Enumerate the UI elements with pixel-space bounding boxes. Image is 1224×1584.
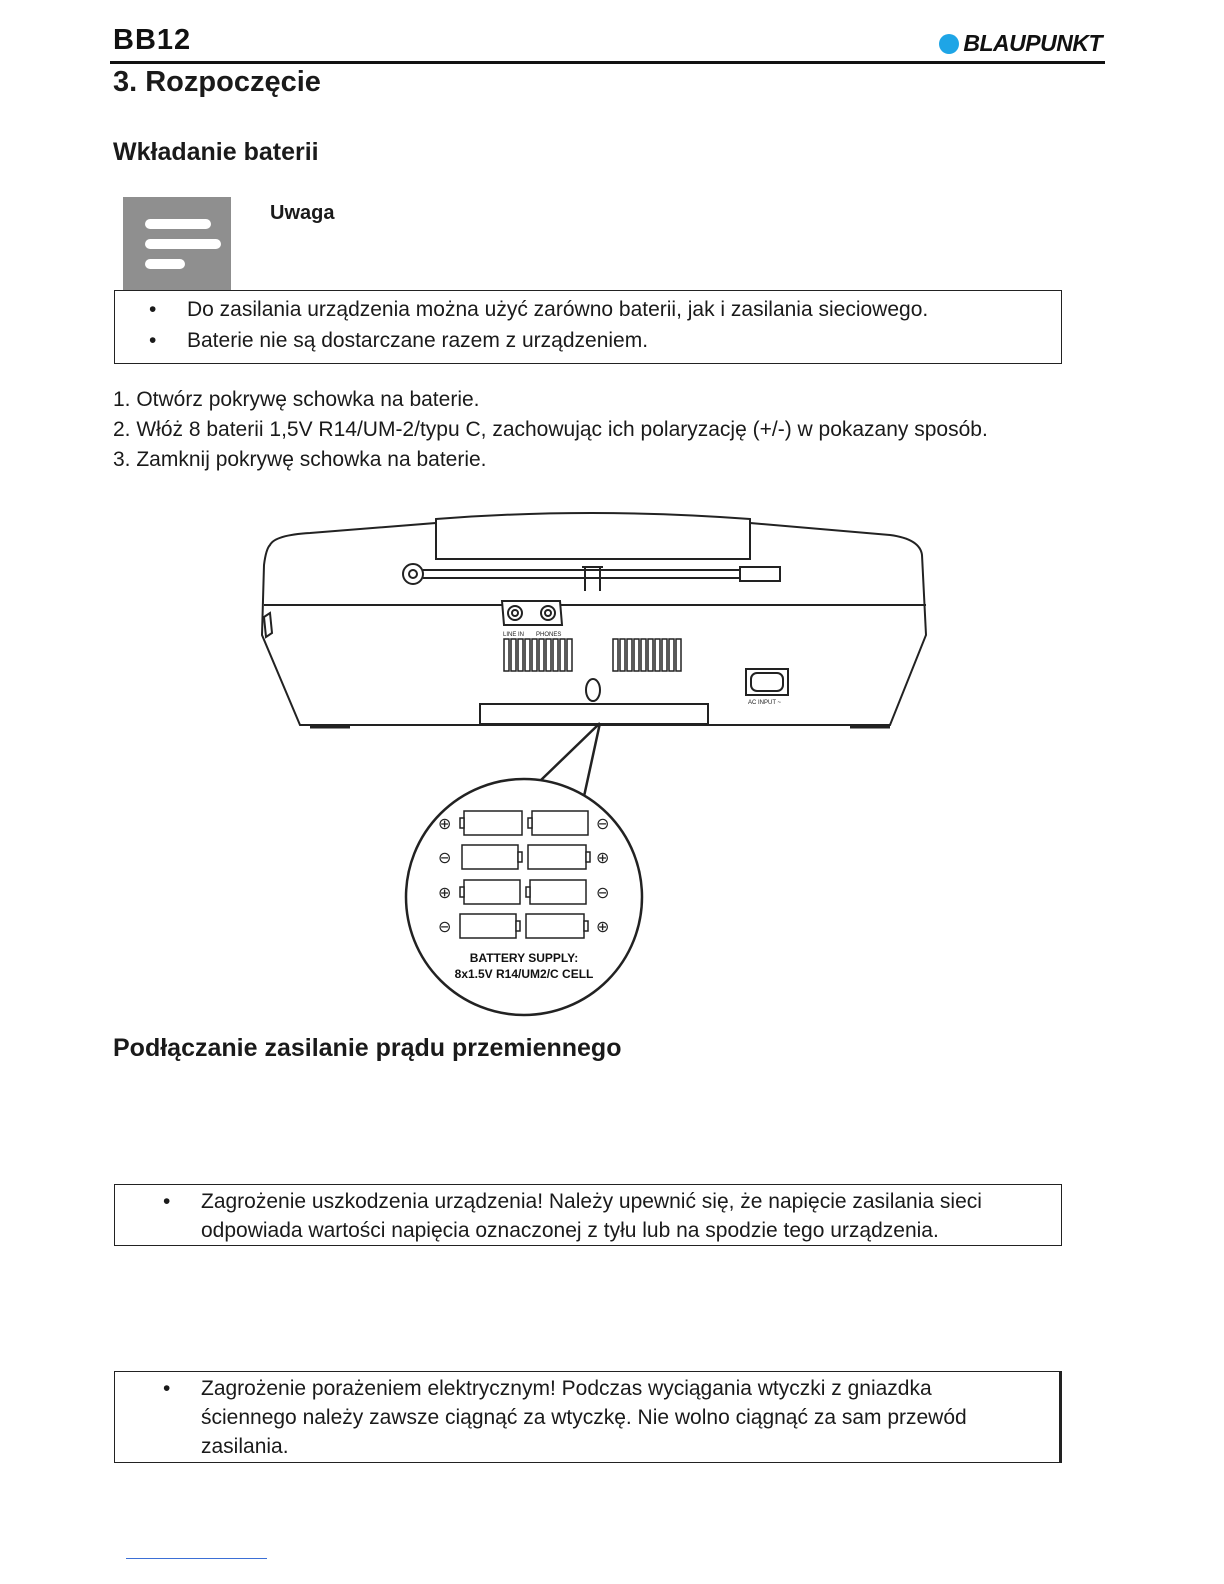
- brand-name: BLAUPUNKT: [963, 30, 1102, 56]
- warning-text-damage: [201, 1187, 982, 1245]
- plus-icon: ⊕: [438, 814, 452, 833]
- minus-icon: ⊖: [596, 814, 610, 833]
- plus-icon: ⊕: [438, 883, 452, 902]
- warning-line: Zagrożenie uszkodzenia urządzenia! Należy upewnić się, że napięcie zasilania sieci: [201, 1190, 982, 1213]
- warning-line: odpowiada wartości napięcia oznaczonej z tyłu lub na spodzie tego urządzenia.: [201, 1219, 939, 1242]
- minus-icon: ⊖: [438, 917, 452, 936]
- radio-body: [262, 513, 926, 727]
- model-name: BB12: [113, 24, 192, 56]
- bullet-dot: •: [163, 1190, 171, 1213]
- section-title-ac-power: Podłączanie zasilanie prądu przemiennego: [113, 1034, 622, 1062]
- footer-divider: [126, 1558, 267, 1559]
- brand-logo: [939, 30, 1102, 57]
- warning-line: Zagrożenie porażeniem elektrycznym! Podczas wyciągania wtyczki z gniazdka: [201, 1377, 932, 1400]
- warning-line: ściennego należy zawsze ciągnąć za wtyczkę. Nie wolno ciągnąć za sam przewód: [201, 1406, 967, 1429]
- minus-icon: ⊖: [596, 883, 610, 902]
- bullet-dot: •: [149, 329, 157, 352]
- bullet-dot: •: [163, 1377, 171, 1400]
- note-bullet-text: Baterie nie są dostarczane razem z urządzeniem.: [187, 329, 649, 352]
- plus-icon: ⊕: [596, 917, 610, 936]
- bullet-dot: •: [149, 298, 157, 321]
- jack-label-line-in: LINE IN: [503, 632, 525, 638]
- note-box: [114, 290, 1062, 364]
- steps-list: [113, 385, 988, 475]
- chapter-title: 3. Rozpoczęcie: [113, 66, 321, 98]
- plus-icon: ⊕: [596, 848, 610, 867]
- step-item: 2. Włóż 8 baterii 1,5V R14/UM-2/typu C, zachowując ich polaryzację (+/-) w pokazany sposób.: [113, 418, 988, 441]
- note-bullet-text: Do zasilania urządzenia można użyć zarówno baterii, jak i zasilania sieciowego.: [187, 298, 929, 321]
- warning-text-shock: [201, 1374, 967, 1461]
- warning-box-shock: [114, 1371, 1062, 1463]
- note-lines-icon: [123, 197, 231, 290]
- battery-caption-line1: BATTERY SUPPLY:: [469, 951, 579, 965]
- ac-input-label: AC INPUT ~: [748, 700, 782, 706]
- step-item: 3. Zamknij pokrywę schowka na baterie.: [113, 448, 487, 471]
- section-title-batteries: Wkładanie baterii: [113, 138, 319, 166]
- warning-line: zasilania.: [201, 1435, 289, 1458]
- note-label: Uwaga: [270, 202, 335, 224]
- header-divider: [110, 61, 1105, 64]
- radio-battery-diagram: [250, 505, 950, 1025]
- minus-icon: ⊖: [438, 848, 452, 867]
- warning-box-damage: [114, 1184, 1062, 1246]
- battery-caption-line2: 8x1.5V R14/UM2/C CELL: [454, 967, 594, 981]
- jack-label-phones: PHONES: [536, 632, 562, 638]
- brand-dot-icon: [939, 34, 959, 54]
- step-item: 1. Otwórz pokrywę schowka na baterie.: [113, 388, 480, 411]
